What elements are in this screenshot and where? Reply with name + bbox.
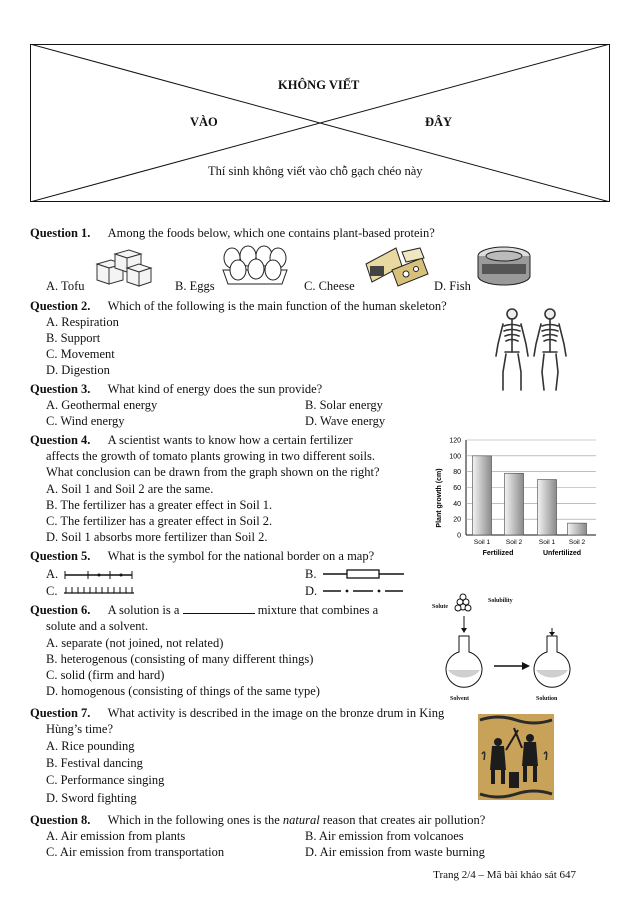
option-d[interactable]: D. Sword fighting [46, 791, 137, 805]
option-d[interactable]: D. [305, 584, 318, 598]
no-write-banner [30, 44, 610, 202]
y-tick-label: 0 [457, 532, 461, 540]
question-text-line2: solute and a solvent. [46, 619, 149, 633]
question-number: Question 3. [30, 382, 91, 396]
option-a[interactable]: A. Tofu [46, 279, 85, 293]
option-c[interactable]: C. solid (firm and hard) [46, 668, 165, 682]
option-c[interactable]: C. Air emission from transportation [46, 845, 225, 859]
option-a[interactable]: A. Respiration [46, 315, 119, 329]
group-label: Fertilized [482, 550, 514, 557]
question-number: Question 5. [30, 549, 91, 563]
chart-bar [538, 480, 557, 535]
question-text: Among the foods below, which one contains plant-based protein? [107, 226, 435, 240]
option-b[interactable]: B. Air emission from volcanoes [305, 829, 464, 843]
banner-title: KHÔNG VIẾT [278, 78, 360, 92]
y-tick-label: 40 [453, 500, 461, 508]
solution-figure [428, 592, 588, 704]
fish-can-image [474, 244, 534, 288]
skeleton-image [492, 306, 572, 394]
question-4 [30, 433, 353, 448]
y-tick-label: 80 [453, 469, 461, 477]
question-number: Question 8. [30, 813, 91, 827]
option-b[interactable]: B. Support [46, 331, 101, 345]
chart-bar [505, 473, 524, 535]
banner-note: Thí sinh không viết vào chỗ gạch chéo này [208, 164, 423, 178]
question-2 [30, 299, 447, 314]
y-tick-label: 120 [449, 437, 461, 445]
y-tick-label: 100 [449, 453, 461, 461]
chart-bar [473, 456, 492, 535]
plant-growth-chart [430, 432, 600, 564]
option-b[interactable]: B. Festival dancing [46, 756, 143, 770]
question-text: What activity is described in the image on the bronze drum in King [107, 706, 445, 720]
border-symbol-d [323, 586, 403, 596]
option-a[interactable]: A. Geothermal energy [46, 398, 158, 412]
eggs-image [220, 244, 290, 286]
x-tick-label: Soil 2 [568, 539, 586, 546]
solution-label: Solution [536, 696, 558, 702]
border-symbol-c [64, 585, 136, 595]
question-text: What is the symbol for the national border on a map? [107, 549, 375, 563]
solute-label: Solute [432, 604, 449, 610]
tofu-image [93, 246, 153, 288]
question-text-line2: Hùng’s time? [46, 722, 114, 736]
y-tick-label: 60 [453, 485, 461, 492]
option-a[interactable]: A. Soil 1 and Soil 2 are the same. [46, 482, 214, 496]
banner-left: VÀO [190, 115, 218, 129]
option-a[interactable]: A. [46, 567, 59, 581]
option-d[interactable]: D. Wave energy [305, 414, 386, 428]
question-3 [30, 382, 322, 397]
border-symbol-b [323, 568, 405, 580]
question-text: A scientist wants to know how a certain fertilizer [107, 433, 353, 447]
question-8 [30, 813, 485, 828]
question-text-emphasis: natural [282, 813, 320, 827]
option-d[interactable]: D. Soil 1 absorbs more fertilizer than Soil 2. [46, 530, 268, 544]
group-label: Unfertilized [542, 550, 582, 557]
question-6 [30, 603, 378, 618]
question-number: Question 4. [30, 433, 91, 447]
banner-right: ĐÂY [425, 115, 453, 129]
x-tick-label: Soil 1 [473, 539, 491, 546]
option-d[interactable]: D. Fish [434, 279, 471, 293]
answer-blank [183, 603, 255, 614]
solubility-label: Solubility [488, 598, 513, 604]
chart-bar [568, 523, 587, 535]
solvent-label: Solvent [450, 696, 470, 702]
option-c[interactable]: C. Wind energy [46, 414, 125, 428]
cheese-image [362, 244, 432, 288]
question-1 [30, 226, 435, 241]
option-d[interactable]: D. Air emission from waste burning [305, 845, 485, 859]
option-d[interactable]: D. homogenous (consisting of things of the same type) [46, 684, 320, 698]
page-footer: Trang 2/4 – Mã bài khảo sát 647 [433, 869, 576, 881]
option-b[interactable]: B. [305, 567, 317, 581]
question-text: A solution is a [107, 603, 180, 617]
question-text-line2: affects the growth of tomato plants growing in two different soils. [46, 449, 375, 463]
bronze-drum-image [478, 714, 554, 800]
y-tick-label: 20 [453, 516, 461, 524]
option-c[interactable]: C. Movement [46, 347, 115, 361]
option-c[interactable]: C. The fertilizer has a greater effect in Soil 2. [46, 514, 273, 528]
option-b[interactable]: B. Solar energy [305, 398, 383, 412]
question-number: Question 6. [30, 603, 91, 617]
question-text-after: mixture that combines a [257, 603, 379, 617]
border-symbol-a [64, 570, 134, 580]
question-number: Question 2. [30, 299, 91, 313]
option-d[interactable]: D. Digestion [46, 363, 110, 377]
option-b[interactable]: B. heterogenous (consisting of many different things) [46, 652, 314, 666]
question-text: Which in the following ones is the [107, 813, 280, 827]
option-b[interactable]: B. Eggs [175, 279, 215, 293]
option-a[interactable]: A. separate (not joined, not related) [46, 636, 224, 650]
question-number: Question 1. [30, 226, 91, 240]
question-5 [30, 549, 374, 564]
chart-ylabel: Plant growth (cm) [436, 468, 443, 528]
question-text-line3: What conclusion can be drawn from the graph shown on the right? [46, 465, 380, 479]
question-number: Question 7. [30, 706, 91, 720]
option-c[interactable]: C. [46, 584, 58, 598]
question-text: Which of the following is the main function of the human skeleton? [107, 299, 447, 313]
option-a[interactable]: A. Rice pounding [46, 739, 135, 753]
question-7 [30, 706, 444, 721]
option-c[interactable]: C. Performance singing [46, 773, 165, 787]
question-text-after: reason that creates air pollution? [322, 813, 486, 827]
x-tick-label: Soil 1 [538, 539, 556, 546]
option-b[interactable]: B. The fertilizer has a greater effect in Soil 1. [46, 498, 273, 512]
option-a[interactable]: A. Air emission from plants [46, 829, 186, 843]
option-c[interactable]: C. Cheese [304, 279, 355, 293]
x-tick-label: Soil 2 [505, 539, 523, 546]
question-text: What kind of energy does the sun provide? [107, 382, 323, 396]
